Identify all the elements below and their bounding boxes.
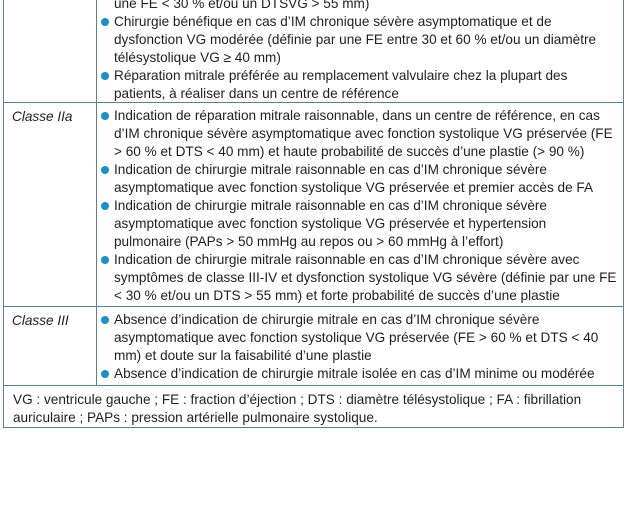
list-item: Chirurgie bénéfique en cas d’IM chronique sévère asymptomatique et de dysfonction VG modérée (définie par une FE entre 30 et 60 % et/ou un diamètre télésystolique VG ≥ 40 mm) (100, 13, 617, 67)
bullet-list (100, 107, 617, 304)
list-item: Absence d’indication de chirurgie mitrale isolée en cas d’IM minime ou modérée (100, 365, 617, 383)
list-item: Indication de chirurgie mitrale raisonnable en cas d’IM chronique sévère asymptomatique avec fonction systolique VG préservée et hypertension pulmonaire (PAPs > 50 mmHg au repos ou > 60 mmHg à l’effort) (100, 197, 617, 251)
list-item: Absence d’indication de chirurgie mitrale en cas d’IM chronique sévère asymptomatique avec fonction systolique VG préservée (FE > 60 % et DTS < 40 mm) et doute sur la faisabilité d’une plastie (100, 311, 617, 365)
table-row (4, 103, 624, 307)
bullet-list (100, 0, 617, 102)
recommendations-table (3, 0, 624, 428)
table-row (4, 0, 624, 103)
bullet-icon (101, 112, 109, 120)
bullet-icon (101, 370, 109, 378)
bullet-icon (101, 256, 109, 264)
list-item: Indication de chirurgie mitrale raisonnable en cas d’IM chronique sévère asymptomatique avec fonction systolique VG préservée et premier accès de FA (100, 161, 617, 197)
footnote-row (4, 386, 624, 428)
list-item-continuation: une FE < 30 % et/ou un DTSVG > 55 mm) (114, 0, 370, 11)
class-label: Classe IIa (4, 103, 97, 307)
bullet-icon (101, 18, 109, 26)
bullet-icon (101, 202, 109, 210)
class-label (4, 0, 97, 103)
list-item: Indication de réparation mitrale raisonnable, dans un centre de référence, en cas d’IM chronique sévère asymptomatique avec fonction systolique VG préservée (FE > 60 % et DTS < 40 mm) et haute probabilité de succès d’une plastie (> 90 %) (100, 107, 617, 161)
bullet-icon (101, 166, 109, 174)
list-item: Réparation mitrale préférée au remplacement valvulaire chez la plupart des patients, à réaliser dans un centre de référence (100, 67, 617, 103)
bullet-icon (101, 72, 109, 80)
footnote: VG : ventricule gauche ; FE : fraction d’éjection ; DTS : diamètre télésystolique ; FA : fibrillation auriculaire ; PAPs : pression artérielle pulmonaire systolique. (4, 386, 624, 428)
bullet-icon (101, 316, 109, 324)
class-label: Classe III (4, 307, 97, 386)
table-row (4, 307, 624, 386)
list-item: Indication de chirurgie mitrale raisonnable en cas d’IM chronique sévère avec symptômes de classe III-IV et dysfonction systolique VG sévère (définie par une FE < 30 % et/ou un DTS > 55 mm) et forte probabilité de succès d’une plastie (100, 251, 617, 305)
bullet-list (100, 311, 617, 383)
